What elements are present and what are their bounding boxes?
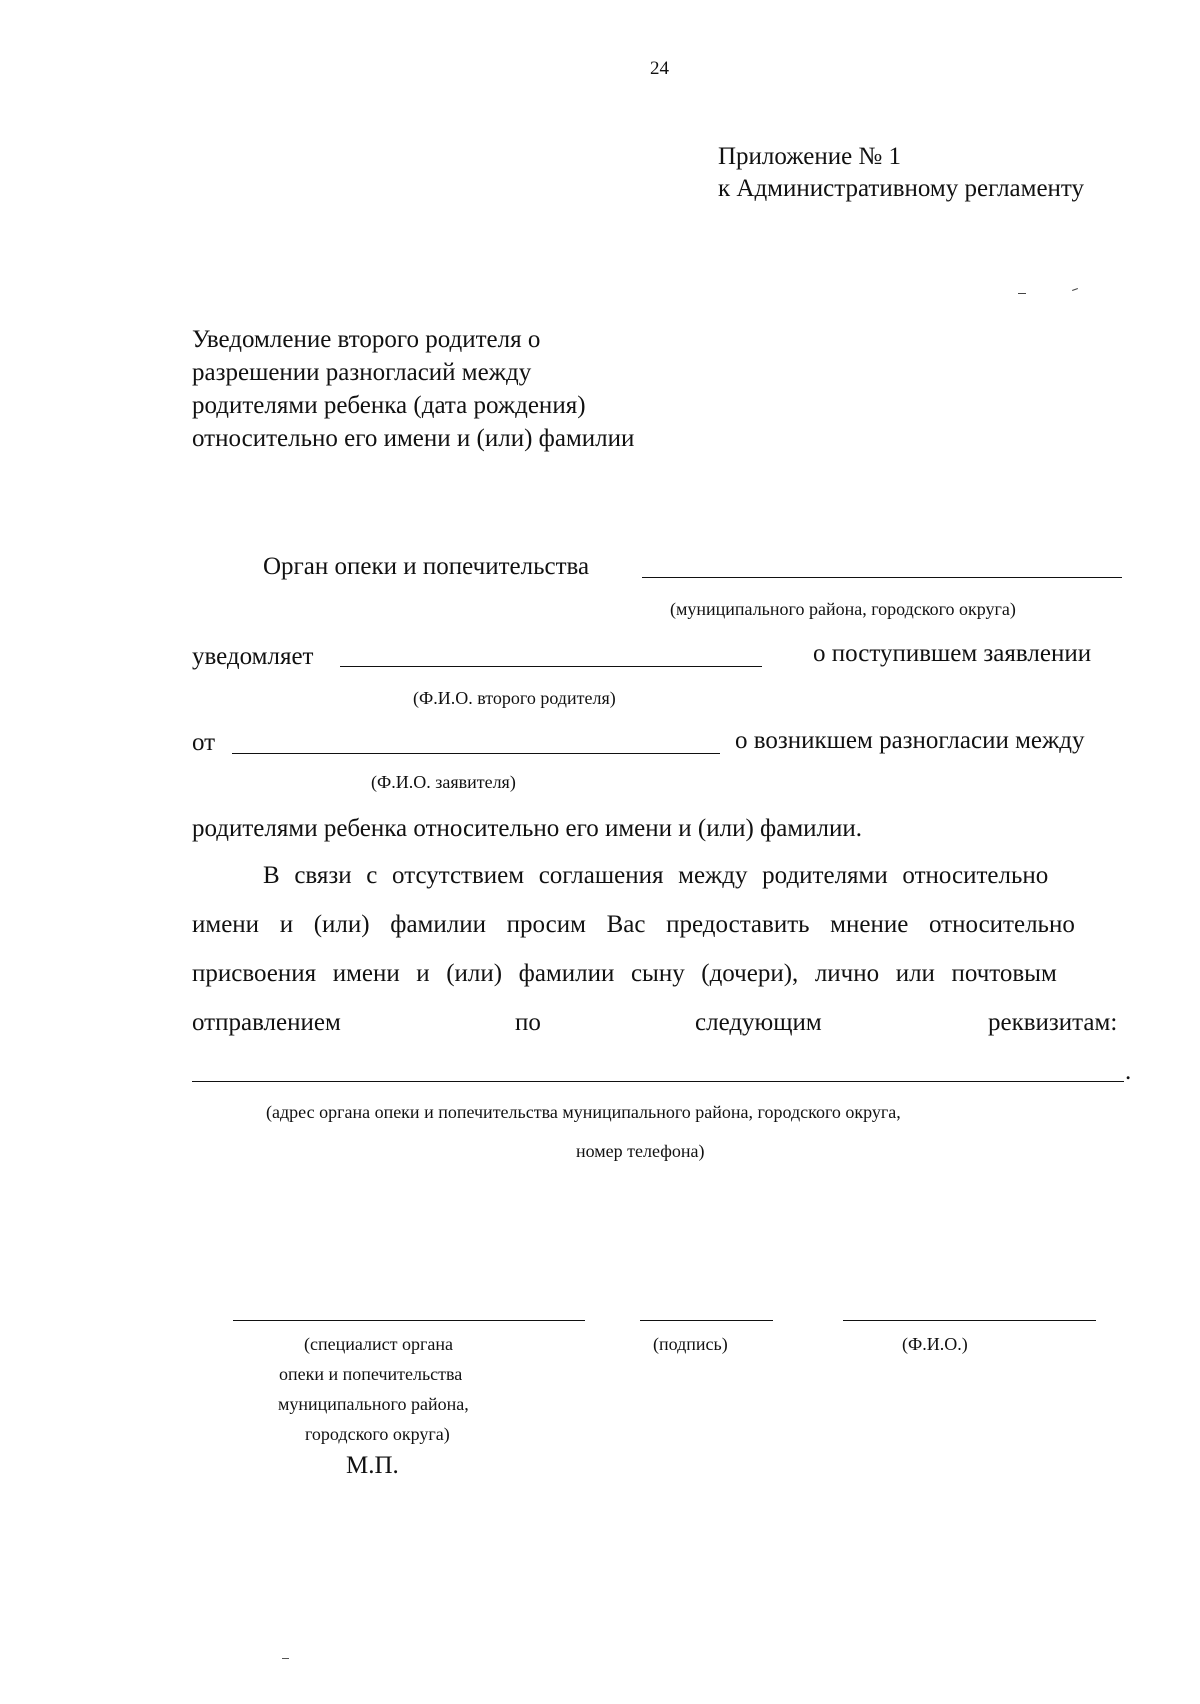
specialist-label-line: муниципального района, [278,1394,469,1414]
scan-mark [1018,293,1026,294]
sentence-end: родителями ребенка относительно его имени и (или) фамилии. [192,815,863,842]
specialist-blank-line [233,1320,585,1321]
organ-label: Орган опеки и попечительства [263,553,590,580]
second-parent-hint: (Ф.И.О. второго родителя) [413,688,616,708]
title-line-3: родителями ребенка (дата рождения) [192,392,586,419]
title-line-2: разрешении разногласий между [192,359,532,386]
specialist-label-line: опеки и попечительства [279,1364,463,1384]
paragraph-line-4-word: отправлением [192,1009,341,1036]
signature-label: (подпись) [653,1334,728,1354]
stamp-label: М.П. [346,1452,399,1479]
applicant-blank-line [232,753,720,754]
notifies-label: уведомляет [192,643,314,670]
paragraph-line-2: имени и (или) фамилии просим Вас предоставить мнение относительно [192,911,1075,938]
appendix-line-2: к Административному регламенту [718,175,1085,202]
signature-blank-line [640,1320,773,1321]
second-parent-blank-line [340,666,762,667]
title-line-4: относительно его имени и (или) фамилии [192,425,635,452]
name-label: (Ф.И.О.) [902,1334,968,1354]
scan-mark [282,1658,289,1659]
paragraph-line-3: присвоения имени и (или) фамилии сыну (дочери), лично или почтовым [192,960,1057,987]
specialist-label-line: (специалист органа [304,1334,453,1354]
paragraph-line-4-word: по [515,1009,541,1036]
scan-mark [1072,288,1078,291]
address-hint-line-1: (адрес органа опеки и попечительства муниципального района, городского округа, [266,1102,901,1122]
received-label: о поступившем заявлении [813,640,1092,667]
applicant-hint: (Ф.И.О. заявителя) [371,772,516,792]
specialist-label-line: городского округа) [305,1424,450,1444]
from-label: от [192,729,216,756]
address-end-period: . [1125,1058,1132,1085]
address-hint-line-2: номер телефона) [576,1141,705,1161]
organ-hint: (муниципального района, городского округа) [670,599,1016,619]
address-blank-line [192,1081,1124,1082]
disagreement-label: о возникшем разногласии между [735,727,1085,754]
title-line-1: Уведомление второго родителя о [192,326,541,353]
name-blank-line [843,1320,1096,1321]
page-number: 24 [650,58,669,79]
paragraph-line-4-word: реквизитам: [988,1009,1118,1036]
appendix-line-1: Приложение № 1 [718,143,902,170]
paragraph-line-1: В связи с отсутствием соглашения между родителями относительно [263,862,1049,889]
paragraph-line-4-word: следующим [695,1009,822,1036]
organ-blank-line [642,577,1122,578]
